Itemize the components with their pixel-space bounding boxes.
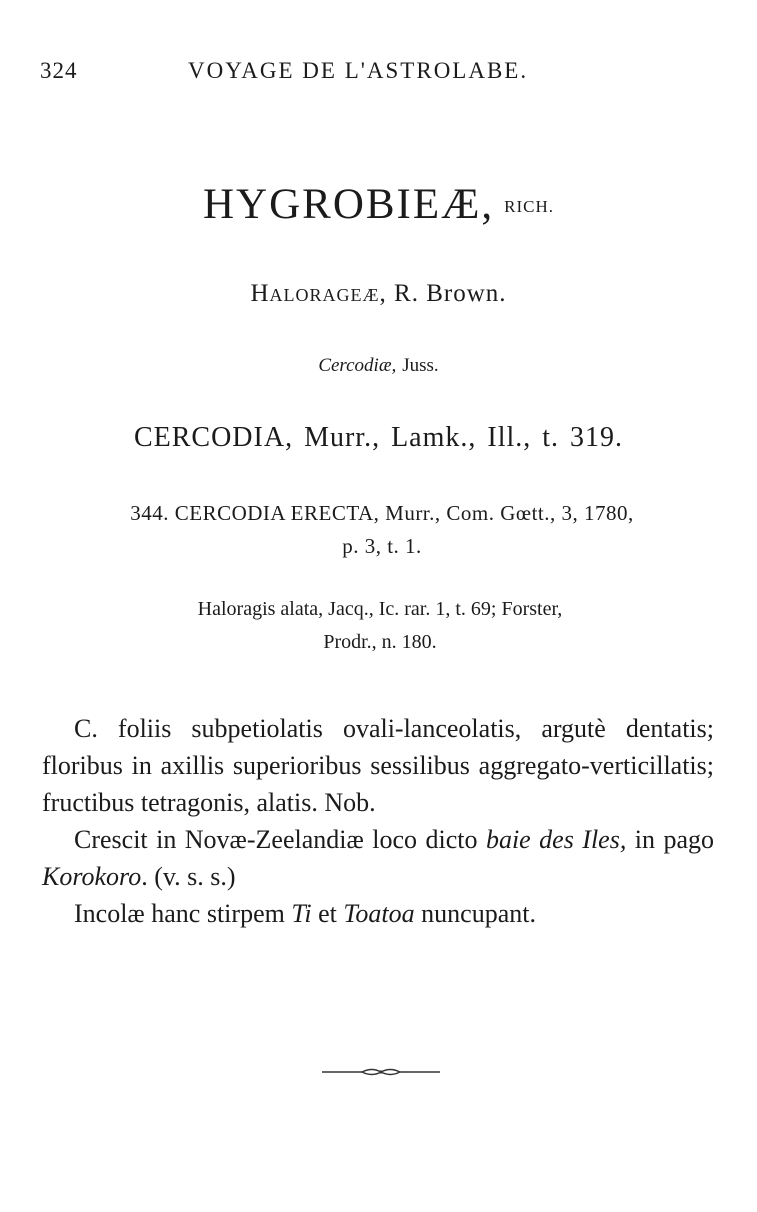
ornament-rule-icon [322, 1066, 440, 1078]
species-heading [42, 497, 722, 563]
synonym-reference [60, 593, 700, 659]
vernacular-italic-2: Toatoa [343, 899, 415, 928]
vernacular-text-b: et [311, 899, 344, 928]
synonym-line-2 [0, 355, 757, 377]
synonym-name-1: Halorageæ [250, 280, 380, 307]
family-heading [0, 180, 757, 229]
description-block [42, 710, 714, 932]
family-authority: RICH. [504, 197, 555, 216]
synonym-author-1: , R. Brown. [379, 280, 507, 307]
species-line-1: 344. CERCODIA ERECTA, Murr., Com. Gœtt., 3, 1780, [130, 501, 634, 525]
description-paragraph-1: C. foliis subpetiolatis ovali-lanceolatis, argutè dentatis; floribus in axillis superioribus sessilibus aggregato-verticillatis; fructibus tetragonis, alatis. Nob. [42, 714, 714, 817]
synonym-author-2: Juss. [402, 355, 439, 376]
locality-italic-2: Korokoro [42, 862, 142, 891]
description-paragraph-2 [42, 821, 714, 895]
vernacular-text-c: nuncupant. [414, 899, 536, 928]
locality-italic-1: baie des Iles, [485, 825, 627, 854]
synonym-line-1 [0, 280, 757, 308]
species-line-2: p. 3, t. 1. [342, 534, 422, 558]
reference-line-1: Haloragis alata, Jacq., Ic. rar. 1, t. 69; Forster, [197, 598, 563, 620]
vernacular-text-a: Incolæ hanc stirpem [74, 899, 292, 928]
running-title: VOYAGE DE L'ASTROLABE. [188, 58, 529, 83]
vernacular-italic-1: Ti [291, 899, 312, 928]
locality-text-c: . (v. s. s.) [141, 862, 236, 891]
page-number: 324 [40, 58, 78, 83]
genus-heading: CERCODIA, Murr., Lamk., Ill., t. 319. [133, 422, 624, 453]
family-name: HYGROBIEÆ, [202, 181, 495, 228]
description-paragraph-3 [42, 895, 714, 932]
reference-line-2: Prodr., n. 180. [323, 631, 437, 653]
locality-text-a: Crescit in Novæ-Zeelandiæ loco dicto [74, 825, 486, 854]
locality-text-b: in pago [626, 825, 714, 854]
synonym-name-2: Cercodiæ, [318, 355, 397, 376]
